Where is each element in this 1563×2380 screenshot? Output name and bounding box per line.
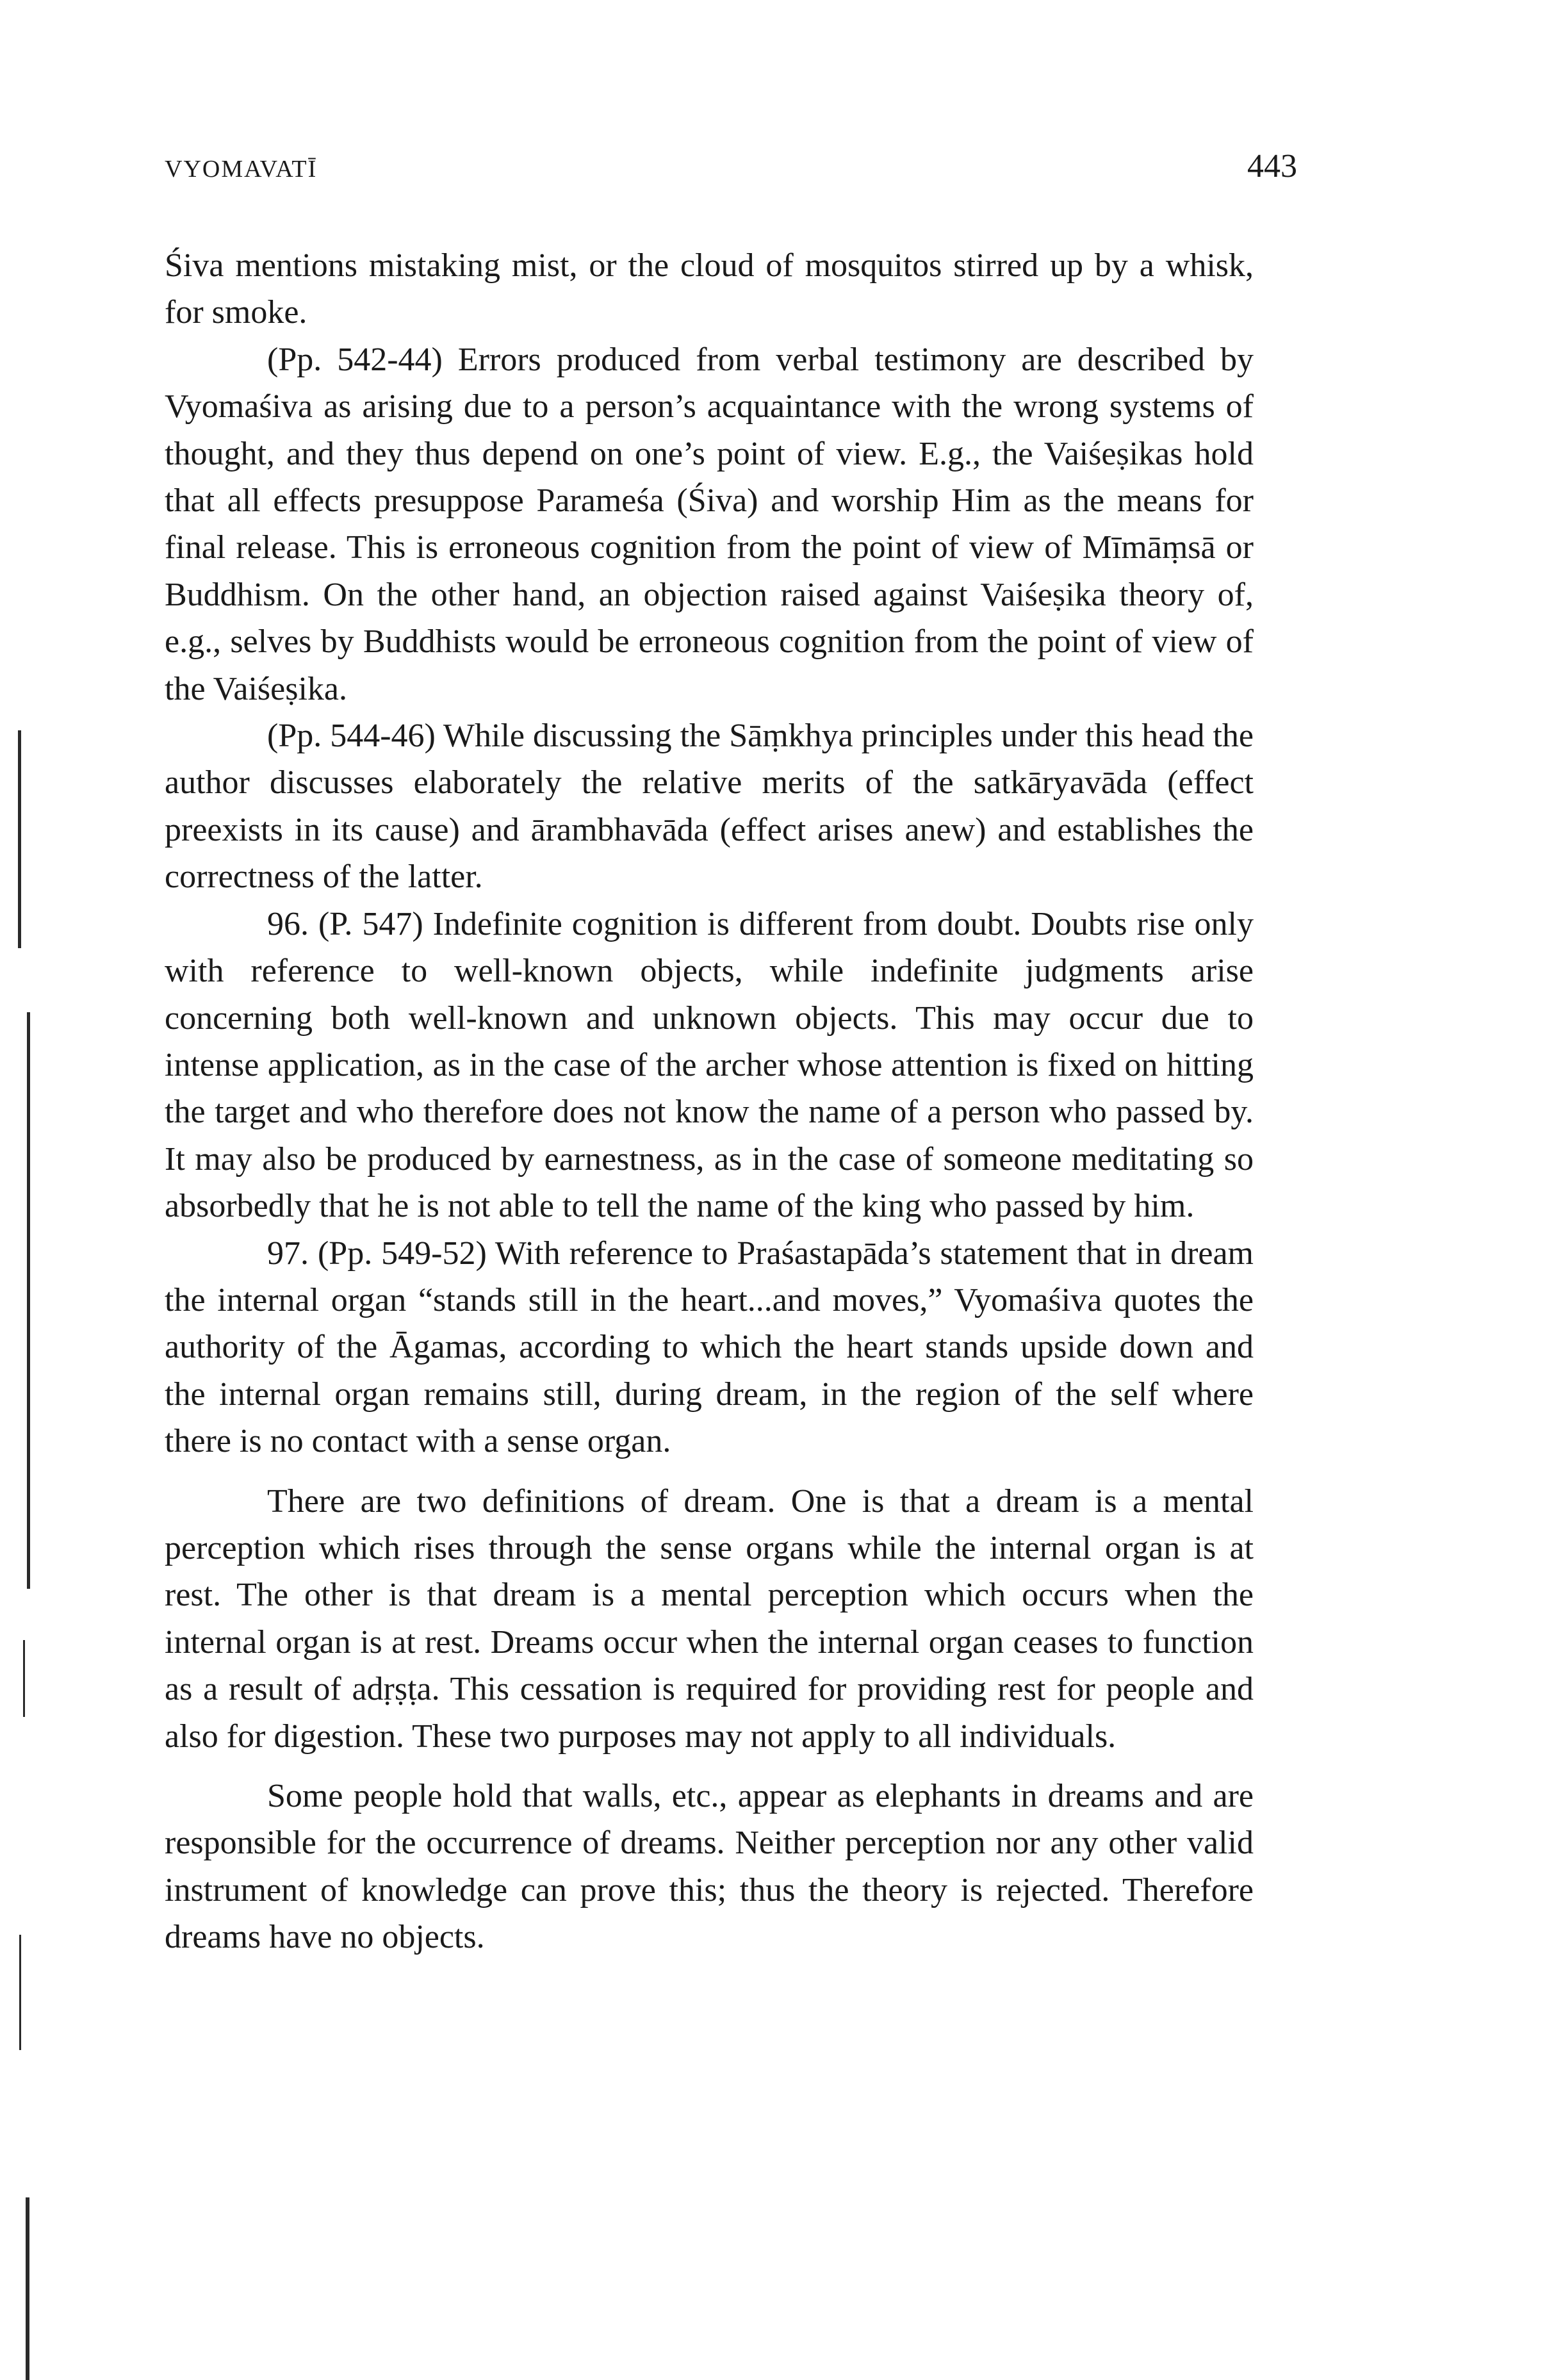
paragraph-3: (Pp. 544-46) While discussing the Sāṃkhya principles under this head the author discusses elaborately the relative merits of the satkāryavāda (effect preexists in its cause) and ārambhavāda (effect arises anew) and establishes the correctness of the latter. bbox=[165, 718, 1254, 896]
body-text bbox=[165, 242, 1254, 1961]
paragraph-7: Some people hold that walls, etc., appear as elephants in dreams and are responsible for the occurrence of dreams. Neither perception nor any other valid instrument of knowledge can prove this; thus the theory is rejected. Therefore dreams have no objects. bbox=[165, 1778, 1254, 1956]
paragraph-5: 97. (Pp. 549-52) With reference to Praśastapāda’s statement that in dream the internal organ “stands still in the heart...and moves,” Vyomaśiva quotes the authority of the Āgamas, according to which the heart stands upside down and the internal organ remains still, during dream, in the region of the self where there is no contact with a sense organ. bbox=[165, 1235, 1254, 1460]
running-head-title: VYOMAVATĪ bbox=[165, 156, 318, 183]
paragraph-2: (Pp. 542-44) Errors produced from verbal testimony are described by Vyomaśiva as arising due to a person’s acquaintance with the wrong systems of thought, and they thus depend on one’s point of view. E.g., the Vaiśeṣikas hold that all effects presuppose Parameśa (Śiva) and worship Him as the means for final release. This is erroneous cognition from the point of view of Mīmāṃsā or Buddhism. On the other hand, an objection raised against Vaiśeṣika theory of, e.g., selves by Buddhists would be erroneous cognition from the point of view of the Vaiśeṣika. bbox=[165, 341, 1254, 707]
paragraph-6: There are two definitions of dream. One is that a dream is a mental perception which rises through the sense organs while the internal organ is at rest. The other is that dream is a mental perception which occurs when the internal organ is at rest. Dreams occur when the internal organ ceases to function as a result of adṛṣṭa. This cessation is required for providing rest for people and also for digestion. These two purposes may not apply to all individuals. bbox=[165, 1482, 1254, 1755]
page-number: 443 bbox=[1247, 148, 1297, 185]
paragraph-1: Śiva mentions mistaking mist, or the cloud of mosquitos stirred up by a whisk, for smoke. bbox=[165, 247, 1254, 331]
scanned-binding-edge bbox=[0, 0, 45, 2380]
paragraph-4: 96. (P. 547) Indefinite cognition is different from doubt. Doubts rise only with reference to well-known objects, while indefinite judgments arise concerning both well-known and unknown objects. This may occur due to intense application, as in the case of the archer whose attention is fixed on hitting the target and who therefore does not know the name of a person who passed by. It may also be produced by earnestness, as in the case of someone meditating so absorbedly that he is not able to tell the name of the king who passed by him. bbox=[165, 905, 1254, 1225]
